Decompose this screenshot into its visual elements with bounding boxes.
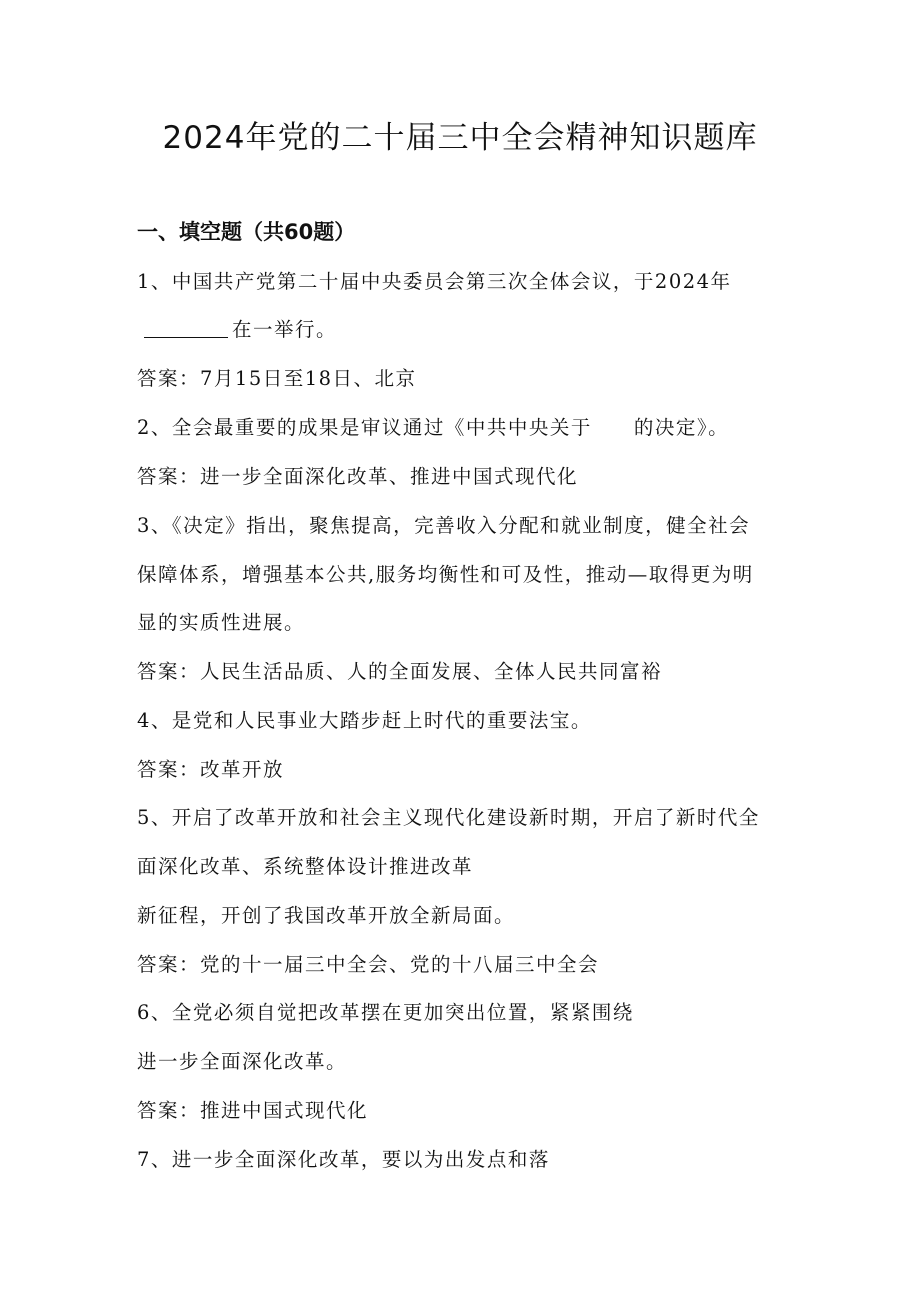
question-5-line-2: 面深化改革、系统整体设计推进改革 — [137, 855, 474, 878]
question-5-line-1: 5、开启了改革开放和社会主义现代化建设新时期，开启了新时代全 — [137, 806, 760, 829]
question-1-line-2 — [144, 314, 337, 342]
question-1-line-2-text: 在一举行。 — [232, 318, 338, 341]
answer-4: 答案：改革开放 — [137, 758, 285, 781]
question-6-line-2: 进一步全面深化改革。 — [137, 1050, 348, 1073]
question-5-line-3: 新征程，开创了我国改革开放全新局面。 — [137, 904, 516, 927]
answer-2: 答案：进一步全面深化改革、推进中国式现代化 — [137, 465, 579, 488]
question-3-line-2: 保障体系，增强基本公共,服务均衡性和可及性，推动—取得更为明 — [137, 563, 754, 586]
section-heading: 一、填空题（共60题） — [137, 220, 356, 244]
question-4: 4、是党和人民事业大踏步赶上时代的重要法宝。 — [137, 709, 592, 732]
answer-6: 答案：推进中国式现代化 — [137, 1099, 369, 1122]
question-3-line-3: 显的实质性进展。 — [137, 611, 306, 634]
question-6-line-1: 6、全党必须自觉把改革摆在更加突出位置，紧紧围绕 — [137, 1001, 634, 1024]
fill-blank — [144, 317, 228, 338]
document-title: 2024年党的二十届三中全会精神知识题库 — [162, 120, 758, 156]
question-2: 2、全会最重要的成果是审议通过《中共中央关于 的决定》。 — [137, 416, 730, 439]
question-3-line-1: 3、《决定》指出，聚焦提高，完善收入分配和就业制度，健全社会 — [137, 514, 751, 537]
question-1-line-1: 1、中国共产党第二十届中央委员会第三次全体会议，于2024年 — [137, 270, 732, 293]
answer-1: 答案：7月15日至18日、北京 — [137, 367, 417, 390]
answer-5: 答案：党的十一届三中全会、党的十八届三中全会 — [137, 953, 600, 976]
answer-3: 答案：人民生活品质、人的全面发展、全体人民共同富裕 — [137, 660, 663, 683]
question-7-line-1: 7、进一步全面深化改革，要以为出发点和落 — [137, 1148, 550, 1171]
